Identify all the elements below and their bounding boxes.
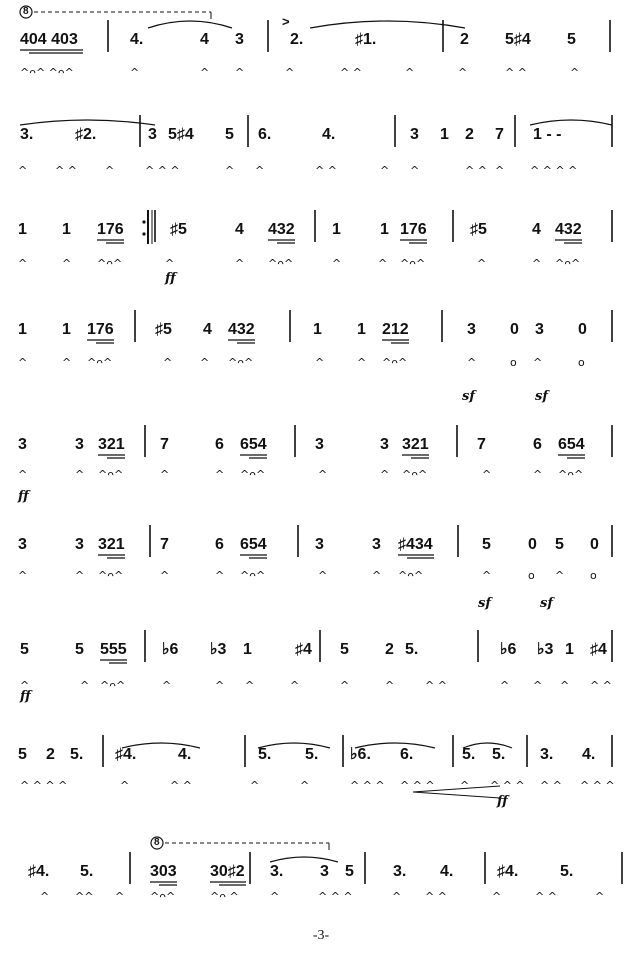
note-group: 5.	[405, 641, 419, 658]
note-group: 3	[410, 126, 419, 143]
note-group: 3	[148, 126, 157, 143]
articulation-mark: ^	[270, 890, 280, 903]
articulation-mark: ^	[75, 569, 85, 582]
articulation-mark: ^ ^ ^	[490, 779, 525, 792]
articulation-mark: ^	[372, 569, 382, 582]
articulation-mark: ^ᴖ^	[268, 257, 294, 270]
articulation-mark: ^ ^	[540, 779, 562, 792]
note-group: ♯4	[295, 641, 312, 658]
articulation-mark: ^ ^ ^	[350, 779, 385, 792]
articulation-mark: ^ ^	[315, 164, 337, 177]
articulation-mark: ^ᴖ^	[150, 890, 176, 903]
articulation-mark: ^ ^ ^	[318, 890, 353, 903]
note-group: 1	[313, 321, 322, 338]
note-group: 3	[535, 321, 544, 338]
note-group: ♯5	[470, 221, 487, 238]
note-group: 2	[460, 31, 469, 48]
articulation-mark: ^ᴖ^	[228, 356, 254, 369]
articulation-mark: ^ ^ ^	[580, 779, 615, 792]
note-group: 6.	[400, 746, 414, 763]
note-group: 432	[555, 221, 582, 238]
articulation-mark: ^ᴖ^	[555, 257, 581, 270]
articulation-mark: ^	[392, 890, 402, 903]
note-group: 5	[225, 126, 234, 143]
slur	[310, 21, 465, 28]
note-group: 5	[20, 641, 29, 658]
note-group: 5♯4	[505, 31, 531, 48]
note-group: 3.	[540, 746, 554, 763]
dynamic-mark: sf	[478, 596, 491, 611]
articulation-mark: ^ ^	[590, 679, 612, 692]
slur	[270, 857, 338, 862]
articulation-mark: ^	[18, 257, 28, 270]
articulation-mark: ^ᴖ^	[97, 257, 123, 270]
note-group: 4.	[322, 126, 336, 143]
note-group: 4.	[582, 746, 596, 763]
note-group: 5.	[462, 746, 476, 763]
articulation-mark: ^ ^	[425, 679, 447, 692]
articulation-mark: ^	[215, 468, 225, 481]
articulation-mark: ^	[315, 356, 325, 369]
articulation-mark: ^	[80, 679, 90, 692]
note-group: 0	[578, 321, 587, 338]
note-group: 5	[345, 863, 354, 880]
dynamic-mark: sf	[462, 389, 475, 404]
note-group: 1	[332, 221, 341, 238]
note-group: 4	[235, 221, 244, 238]
articulation-mark: ^ᴖ^	[240, 468, 266, 481]
articulation-mark: ^ ^	[340, 66, 362, 79]
note-group: 176	[400, 221, 427, 238]
articulation-mark: ^	[235, 257, 245, 270]
articulation-mark: ^	[477, 257, 487, 270]
articulation-mark: ^	[595, 890, 605, 903]
note-group: 7	[477, 436, 486, 453]
repeat-dot	[142, 220, 145, 223]
articulation-mark: ^	[318, 468, 328, 481]
articulation-mark: ^ ^ ^	[145, 164, 180, 177]
note-group: 3	[75, 436, 84, 453]
articulation-mark: ^	[115, 890, 125, 903]
articulation-mark: ^	[458, 66, 468, 79]
articulation-mark: ^	[533, 356, 543, 369]
articulation-mark: ^ᴖ^	[87, 356, 113, 369]
articulation-mark: ^	[105, 164, 115, 177]
articulation-mark: ^	[533, 468, 543, 481]
note-group: 321	[98, 436, 125, 453]
articulation-mark: o	[590, 569, 597, 582]
slur	[148, 21, 232, 28]
articulation-mark: ^ ^	[55, 164, 77, 177]
articulation-mark: ^	[532, 257, 542, 270]
note-group: 1	[357, 321, 366, 338]
articulation-mark: ^	[332, 257, 342, 270]
articulation-mark: ^	[215, 569, 225, 582]
page-number: -3-	[312, 928, 330, 943]
articulation-mark: ^	[460, 779, 470, 792]
note-group: 404 403	[20, 31, 78, 48]
slur	[20, 120, 155, 125]
dynamic-mark: ff	[20, 689, 31, 704]
note-group: ♯4.	[28, 863, 50, 880]
articulation-mark: ^	[285, 66, 295, 79]
articulation-mark: ^ᴖ ^	[210, 890, 239, 903]
articulation-mark: ^	[160, 569, 170, 582]
articulation-mark: ^ ^	[505, 66, 527, 79]
note-group: 1	[565, 641, 574, 658]
note-group: 321	[402, 436, 429, 453]
note-group: 176	[87, 321, 114, 338]
articulation-mark: ^	[482, 468, 492, 481]
note-group: 5	[555, 536, 564, 553]
note-group: 5	[482, 536, 491, 553]
note-group: 5.	[80, 863, 94, 880]
note-group: ♯4.	[115, 746, 137, 763]
articulation-mark: ^	[495, 164, 505, 177]
articulation-mark: ^ᴖ^	[382, 356, 408, 369]
note-group: 7	[160, 436, 169, 453]
note-group: 432	[228, 321, 255, 338]
note-group: 654	[240, 536, 267, 553]
articulation-mark: ^	[62, 356, 72, 369]
note-group: 5♯4	[168, 126, 194, 143]
note-group: 3.	[270, 863, 284, 880]
articulation-mark: ^	[340, 679, 350, 692]
articulation-mark: ^	[18, 164, 28, 177]
articulation-mark: ^	[410, 164, 420, 177]
note-group: ♭6	[500, 641, 517, 658]
articulation-mark: ^ ^	[425, 890, 447, 903]
articulation-mark: ^	[318, 569, 328, 582]
articulation-mark: ^ᴖ^	[400, 257, 426, 270]
articulation-mark: ^ᴖ^	[240, 569, 266, 582]
note-group: 1	[62, 221, 71, 238]
note-group: ♯4.	[497, 863, 519, 880]
note-group: 30♯2	[210, 863, 245, 880]
note-group: 1	[380, 221, 389, 238]
note-group: 212	[382, 321, 409, 338]
dynamic-mark: ff	[18, 489, 29, 504]
note-group: 4.	[178, 746, 192, 763]
articulation-mark: ^	[200, 66, 210, 79]
articulation-mark: ^	[555, 569, 565, 582]
note-group: 3	[380, 436, 389, 453]
articulation-mark: ^	[250, 779, 260, 792]
note-group: 2.	[290, 31, 304, 48]
note-group: ♯5	[170, 221, 187, 238]
articulation-mark: ^ ^ ^ ^	[530, 164, 578, 177]
articulation-mark: ^	[130, 66, 140, 79]
articulation-mark: ^	[255, 164, 265, 177]
note-group: 5.	[70, 746, 84, 763]
articulation-mark: ^	[290, 679, 300, 692]
dynamic-mark: ff	[165, 271, 176, 286]
dynamic-mark: ff	[497, 794, 508, 809]
note-group: 176	[97, 221, 124, 238]
ottava-label: 8	[154, 837, 160, 848]
note-group: 1	[440, 126, 449, 143]
articulation-mark: ^ᴖ^	[100, 679, 126, 692]
articulation-mark: ^	[245, 679, 255, 692]
articulation-mark: ^	[533, 679, 543, 692]
note-group: 5	[75, 641, 84, 658]
note-group: 4.	[440, 863, 454, 880]
note-group: 5.	[305, 746, 319, 763]
note-group: ♯2.	[75, 126, 97, 143]
articulation-mark: ^	[62, 257, 72, 270]
articulation-mark: ^	[385, 679, 395, 692]
articulation-mark: ^	[482, 569, 492, 582]
note-group: ♭6.	[350, 746, 371, 763]
note-group: 1	[18, 221, 27, 238]
articulation-mark: ^	[300, 779, 310, 792]
articulation-mark: ^	[160, 468, 170, 481]
articulation-mark: ^	[560, 679, 570, 692]
repeat-dot	[142, 232, 145, 235]
articulation-mark: ^ ^	[170, 779, 192, 792]
note-group: 1	[62, 321, 71, 338]
note-group: 4	[532, 221, 541, 238]
articulation-mark: ^ ^	[465, 164, 487, 177]
note-group: 3	[75, 536, 84, 553]
note-group: 3	[320, 863, 329, 880]
note-group: 6	[215, 436, 224, 453]
note-group: 1 - -	[533, 126, 562, 143]
note-group: 321	[98, 536, 125, 553]
articulation-mark: ^	[500, 679, 510, 692]
note-group: ♯434	[398, 536, 433, 553]
note-group: ♯4	[590, 641, 607, 658]
slur	[530, 120, 612, 125]
note-group: 6	[215, 536, 224, 553]
note-group: 654	[240, 436, 267, 453]
articulation-mark: ^	[163, 356, 173, 369]
note-group: 5.	[258, 746, 272, 763]
articulation-mark: ^ᴖ^	[558, 468, 584, 481]
note-group: 0	[528, 536, 537, 553]
note-group: 5.	[492, 746, 506, 763]
note-group: 0	[510, 321, 519, 338]
articulation-mark: o	[528, 569, 535, 582]
note-group: 3	[235, 31, 244, 48]
articulation-mark: ^	[380, 164, 390, 177]
note-group: 303	[150, 863, 177, 880]
articulation-mark: ^ᴖ^	[98, 468, 124, 481]
articulation-mark: ^ ^ ^	[400, 779, 435, 792]
articulation-mark: ^ᴖ^	[402, 468, 428, 481]
articulation-mark: ^	[378, 257, 388, 270]
articulation-mark: ^	[215, 679, 225, 692]
note-group: 1	[18, 321, 27, 338]
articulation-mark: ^^	[75, 890, 94, 903]
dynamic-mark: sf	[540, 596, 553, 611]
note-group: 7	[495, 126, 504, 143]
note-group: 7	[160, 536, 169, 553]
articulation-mark: o	[510, 356, 517, 369]
note-group: 5	[340, 641, 349, 658]
articulation-mark: ^	[405, 66, 415, 79]
note-group: 4	[203, 321, 212, 338]
articulation-mark: ^	[18, 468, 28, 481]
note-group: 3.	[393, 863, 407, 880]
note-group: ♭3	[537, 641, 554, 658]
articulation-mark: ^ ^ ^ ^	[20, 779, 68, 792]
note-group: ♯1.	[355, 31, 377, 48]
note-group: 3	[315, 436, 324, 453]
articulation-mark: o	[578, 356, 585, 369]
note-group: 5.	[560, 863, 574, 880]
articulation-mark: ^	[225, 164, 235, 177]
note-group: 3	[467, 321, 476, 338]
note-group: 0	[590, 536, 599, 553]
articulation-mark: ^ᴖ^	[398, 569, 424, 582]
note-group: 2	[46, 746, 55, 763]
articulation-mark: ^	[75, 468, 85, 481]
note-group: 3	[18, 536, 27, 553]
note-group: 5	[567, 31, 576, 48]
note-group: 3	[372, 536, 381, 553]
note-group: 3	[18, 436, 27, 453]
note-group: 6	[533, 436, 542, 453]
articulation-mark: ^ᴖ^ ^ᴖ^	[20, 66, 74, 79]
articulation-mark: ^	[40, 890, 50, 903]
note-group: 4	[200, 31, 209, 48]
dynamic-mark: sf	[535, 389, 548, 404]
articulation-mark: ^	[235, 66, 245, 79]
articulation-mark: ^	[380, 468, 390, 481]
note-group: 3	[315, 536, 324, 553]
note-group: 2	[385, 641, 394, 658]
articulation-mark: ^	[492, 890, 502, 903]
note-group: 1	[243, 641, 252, 658]
articulation-mark: ^ᴖ^	[98, 569, 124, 582]
articulation-mark: ^	[200, 356, 210, 369]
note-group: 2	[465, 126, 474, 143]
note-group: 555	[100, 641, 127, 658]
note-group: 3.	[20, 126, 34, 143]
articulation-mark: ^ ^	[535, 890, 557, 903]
note-group: 654	[558, 436, 585, 453]
articulation-mark: ^	[18, 569, 28, 582]
note-group: 432	[268, 221, 295, 238]
articulation-mark: ^	[162, 679, 172, 692]
articulation-mark: ^	[20, 679, 30, 692]
note-group: >	[282, 14, 290, 29]
note-group: 4.	[130, 31, 144, 48]
note-group: ♭3	[210, 641, 227, 658]
articulation-mark: ^	[165, 257, 175, 270]
ottava-label: 8	[23, 6, 29, 17]
articulation-mark: ^	[467, 356, 477, 369]
articulation-mark: ^	[357, 356, 367, 369]
articulation-mark: ^	[570, 66, 580, 79]
articulation-mark: ^	[18, 356, 28, 369]
note-group: ♯5	[155, 321, 172, 338]
articulation-mark: ^	[120, 779, 130, 792]
note-group: ♭6	[162, 641, 179, 658]
note-group: 6.	[258, 126, 272, 143]
note-group: 5	[18, 746, 27, 763]
